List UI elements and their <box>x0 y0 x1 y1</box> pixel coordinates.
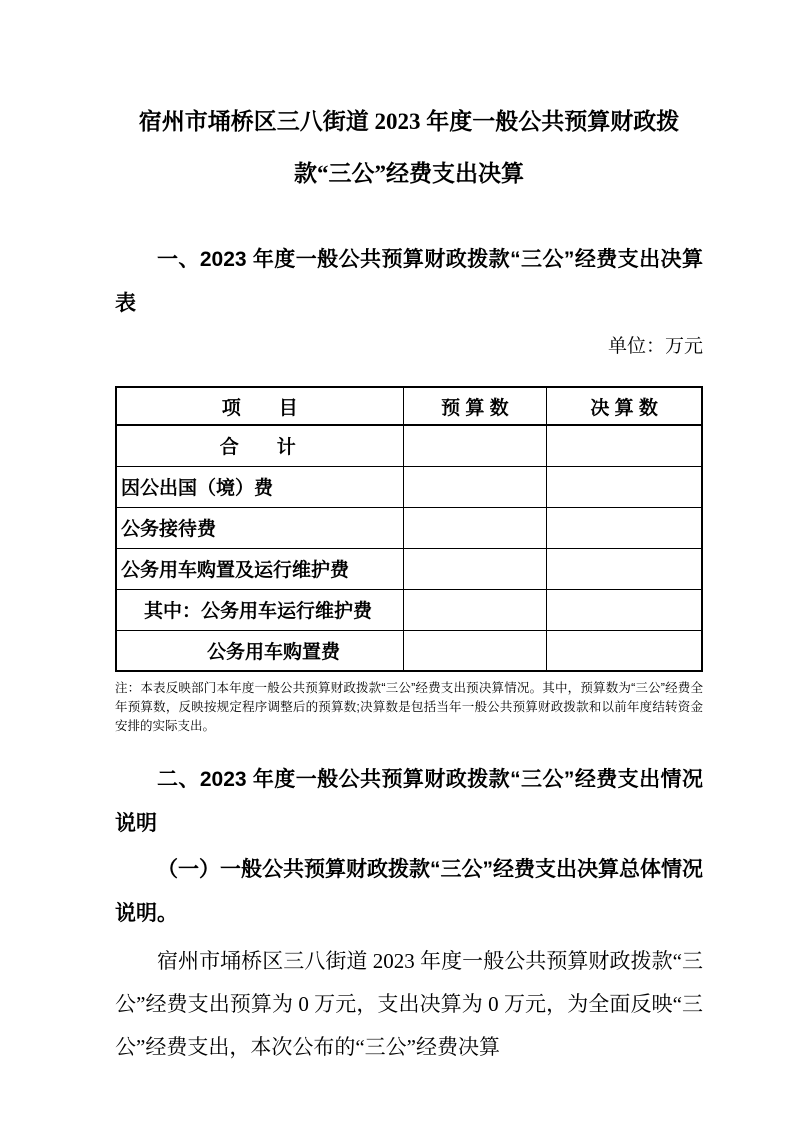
column-header-budget: 预 算 数 <box>403 387 547 425</box>
section1-heading: 一、2023 年度一般公共预算财政拨款“三公”经费支出决算表 <box>115 248 703 315</box>
column-header-item: 项 目 <box>116 387 403 425</box>
final-cell-total <box>547 425 702 466</box>
table-row-vehicle-total <box>116 548 702 589</box>
final-cell-vehicle-operation <box>547 589 702 630</box>
budget-cell-vehicle-purchase <box>403 630 547 671</box>
budget-cell-abroad <box>403 466 547 507</box>
budget-cell-vehicle-operation <box>403 589 547 630</box>
final-cell-vehicle-purchase <box>547 630 702 671</box>
row-label-vehicle-purchase: 公务用车购置费 <box>116 630 403 671</box>
final-cell-abroad <box>547 466 702 507</box>
table-row-total <box>116 425 702 466</box>
table-header-row <box>116 387 702 425</box>
final-cell-vehicle-total <box>547 548 702 589</box>
column-header-final: 决 算 数 <box>547 387 702 425</box>
document-title-line2: 款“三公”经费支出决算 <box>294 161 524 186</box>
subsection1-heading: （一）一般公共预算财政拨款“三公”经费支出决算总体情况说明。 <box>115 858 703 925</box>
table-note: 注：本表反映部门本年度一般公共预算财政拨款“三公”经费支出预决算情况。其中，预算数为“三公”经费全年预算数，反映按规定程序调整后的预算数;决算数是包括当年一般公共预算财政拨款和以前年度结转资金安排的实际支出。 <box>115 681 703 733</box>
row-label-abroad: 因公出国（境）费 <box>116 466 403 507</box>
budget-cell-reception <box>403 507 547 548</box>
row-label-vehicle-operation: 其中：公务用车运行维护费 <box>116 589 403 630</box>
table-row-vehicle-operation <box>116 589 702 630</box>
document-title <box>115 96 703 200</box>
table-row-reception <box>116 507 702 548</box>
final-cell-reception <box>547 507 702 548</box>
budget-cell-vehicle-total <box>403 548 547 589</box>
expense-table <box>115 386 703 672</box>
budget-cell-total <box>403 425 547 466</box>
table-row-vehicle-purchase <box>116 630 702 671</box>
row-label-reception: 公务接待费 <box>116 507 403 548</box>
body-paragraph: 宿州市埇桥区三八街道 2023 年度一般公共预算财政拨款“三公”经费支出预算为 0 万元，支出决算为 0 万元，为全面反映“三公”经费支出，本次公布的“三公”经费决算 <box>115 949 703 1059</box>
row-label-vehicle-total: 公务用车购置及运行维护费 <box>116 548 403 589</box>
section2-heading: 二、2023 年度一般公共预算财政拨款“三公”经费支出情况说明 <box>115 768 703 835</box>
table-row-abroad <box>116 466 702 507</box>
document-title-line1: 宿州市埇桥区三八街道 2023 年度一般公共预算财政拨 <box>138 109 680 134</box>
row-label-total: 合 计 <box>116 425 403 466</box>
unit-label: 单位：万元 <box>607 336 703 357</box>
